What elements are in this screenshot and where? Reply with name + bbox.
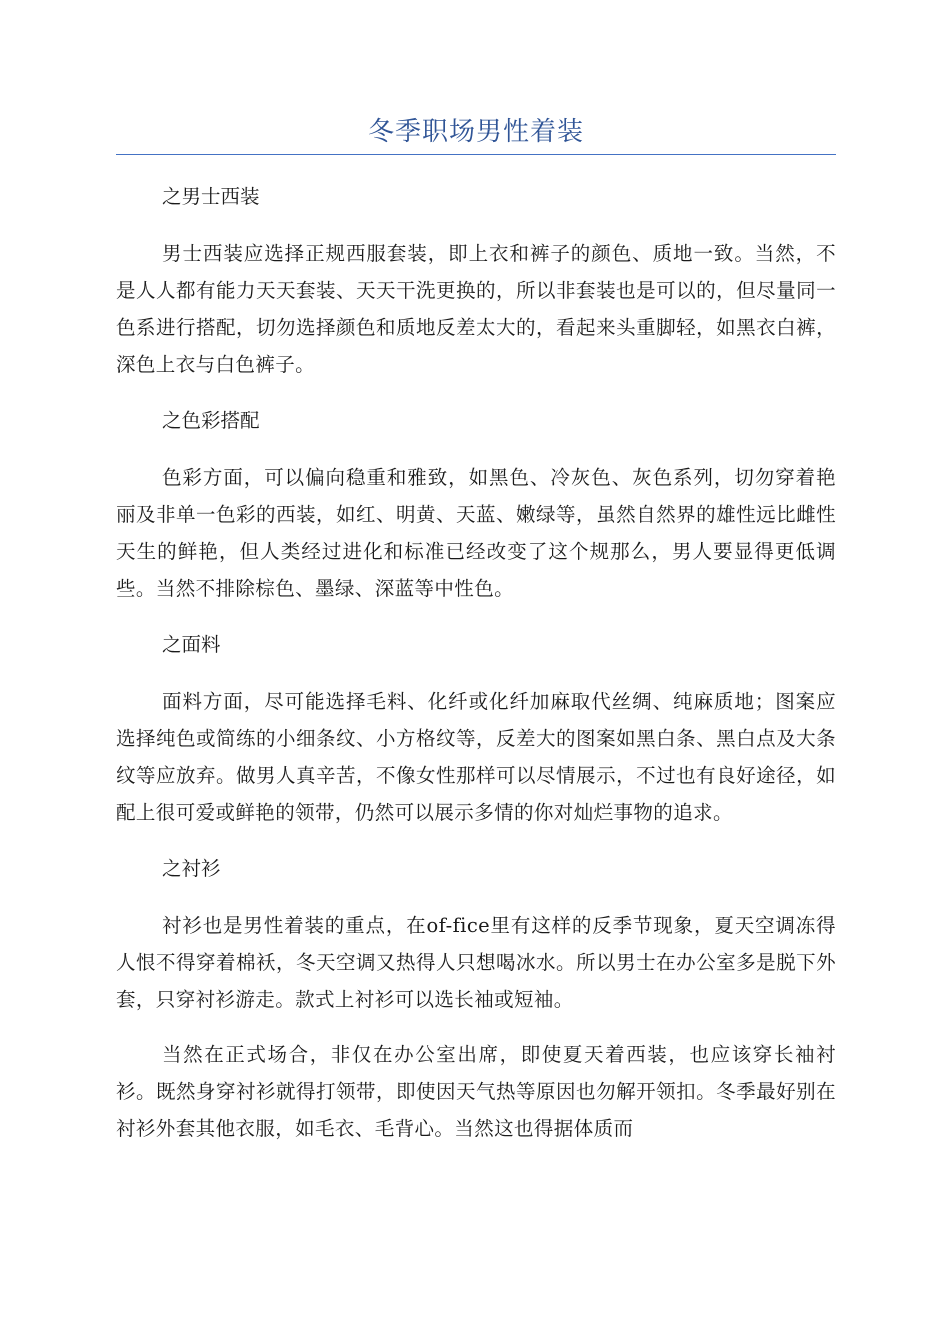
section-paragraph: 男士西装应选择正规西服套装，即上衣和裤子的颜色、质地一致。当然，不是人人都有能力天天套装、天天干洗更换的，所以非套装也是可以的，但尽量同一色系进行搭配，切勿选择颜色和质地反差太大的，看起来头重脚轻，如黑衣白裤，深色上衣与白色裤子。 [116,242,836,376]
section-fabric [116,625,836,831]
section-paragraph: 面料方面，尽可能选择毛料、化纤或化纤加麻取代丝绸、纯麻质地；图案应选择纯色或简练的小细条纹、小方格纹等，反差大的图案如黑白条、黑白点及大条纹等应放弃。做男人真辛苦，不像女性那样可以尽情展示，不过也有良好途径，如配上很可爱或鲜艳的领带，仍然可以展示多情的你对灿烂事物的追求。 [116,690,836,824]
section-heading: 之面料 [162,633,221,656]
section-shirts [116,849,836,1147]
document-page [116,112,836,1165]
section-heading: 之色彩搭配 [162,409,260,432]
section-colors [116,401,836,607]
section-suits [116,177,836,383]
document-title: 冬季职场男性着装 [367,117,584,147]
section-paragraph: 衬衫也是男性着装的重点，在of-fice里有这样的反季节现象，夏天空调冻得人恨不得穿着棉袄，冬天空调又热得人只想喝冰水。所以男士在办公室多是脱下外套，只穿衬衫游走。款式上衬衫可以选长袖或短袖。 [116,914,836,1011]
section-paragraph: 色彩方面，可以偏向稳重和雅致，如黑色、冷灰色、灰色系列，切勿穿着艳丽及非单一色彩的西装，如红、明黄、天蓝、嫩绿等，虽然自然界的雄性远比雌性天生的鲜艳，但人类经过进化和标准已经改变了这个规那么，男人要显得更低调些。当然不排除棕色、墨绿、深蓝等中性色。 [116,466,836,600]
title-underline [116,154,836,155]
section-heading: 之衬衫 [162,857,221,880]
section-paragraph: 当然在正式场合，非仅在办公室出席，即使夏天着西装，也应该穿长袖衬衫。既然身穿衬衫就得打领带，即使因天气热等原因也勿解开领扣。冬季最好别在衬衫外套其他衣服，如毛衣、毛背心。当然这也得据体质而 [116,1043,836,1140]
section-heading: 之男士西装 [162,185,260,208]
